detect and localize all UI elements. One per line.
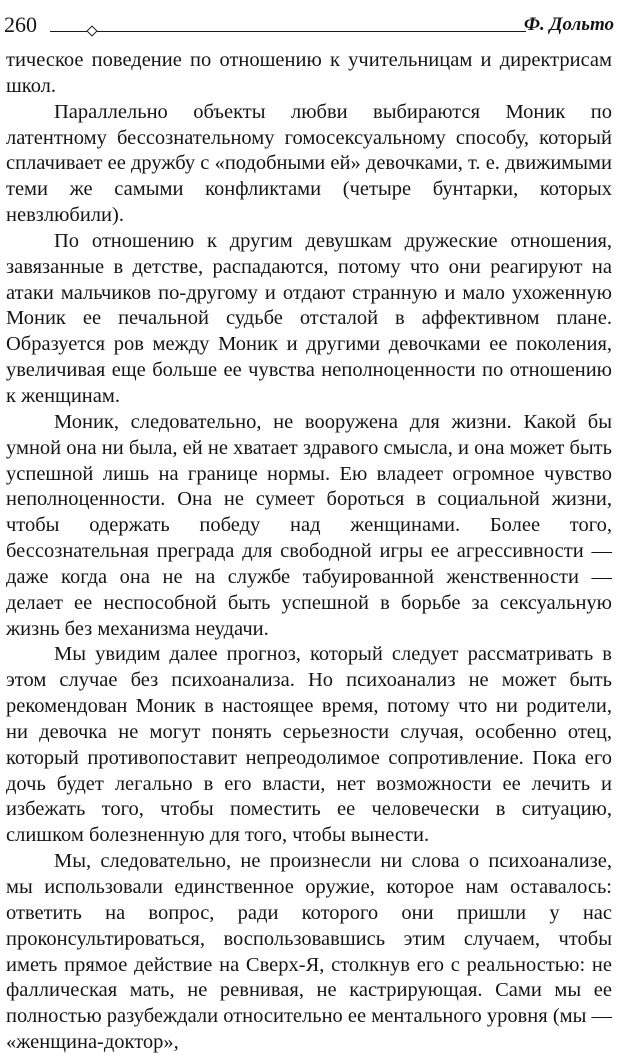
paragraph: Мы, следовательно, не произнесли ни слова о психоанализе, мы использовали единственное оружие, которое нам оставалось: ответить на вопрос, ради которого они пришли у нас проконсультироваться, воспользовавшись этим случаем, чтобы иметь прямое действие на Сверх-Я, столкнув его с реальностью: не фаллическая мать, не ревнивая, не кастрирующая. Сами мы ее полностью разубеждали относительно ее ментального уровня (мы — «женщина-доктор»,	[6, 850, 613, 1054]
running-head-author: Ф. Дольто	[523, 14, 614, 35]
paragraph: Мы увидим далее прогноз, который следует рассматривать в этом случае без психоанализа. Но психоанализ не может быть рекомендован Моник в настоящее время, потому что ни родители, ни девочка не могут понять серьезности случая, особенно отец, который противопоставит непреодолимое сопротивление. Пока его дочь будет легально в его власти, нет возможности ее лечить и избежать того, чтобы поместить ее человечески в ситуацию, слишком болезненную для того, чтобы вынести.	[6, 643, 612, 847]
page-number: 260	[4, 12, 37, 37]
body-text	[6, 48, 612, 1056]
header-rule	[50, 31, 526, 32]
page-header	[4, 10, 614, 40]
paragraph: Параллельно объекты любви выбираются Моник по латентному бессознательному гомосексуальному способу, который сплачивает ее дружбу с «подобными ей» девочками, т. е. движимыми теми же самыми конфликтами (четыре бунтарки, которых невзлюбили).	[6, 100, 612, 227]
diamond-ornament-icon	[86, 25, 97, 36]
paragraph-continuation: тическое поведение по отношению к учительницам и директрисам школ.	[6, 49, 612, 97]
paragraph: Моник, следовательно, не вооружена для жизни. Какой бы умной она ни была, ей не хватает здравого смысла, и она может быть успешной лишь на границе нормы. Ею владеет огромное чувство неполноценности. Она не сумеет бороться в социальной жизни, чтобы одержать победу над женщинами. Более того, бессознательная преграда для свободной игры ее агрессивности — даже когда она не на службе табуированной женственности — делает ее неспособной быть успешной в борьбе за сексуальную жизнь без механизма неудачи.	[6, 410, 612, 640]
paragraph: По отношению к другим девушкам дружеские отношения, завязанные в детстве, распадаются, потому что они реагируют на атаки мальчиков по-другому и отдают странную и мало ухоженную Моник ее печальной судьбе отсталой в аффективном плане. Образуется ров между Моник и другими девочками ее поколения, увеличивая еще больше ее чувства неполноценности по отношению к женщинам.	[6, 229, 612, 407]
